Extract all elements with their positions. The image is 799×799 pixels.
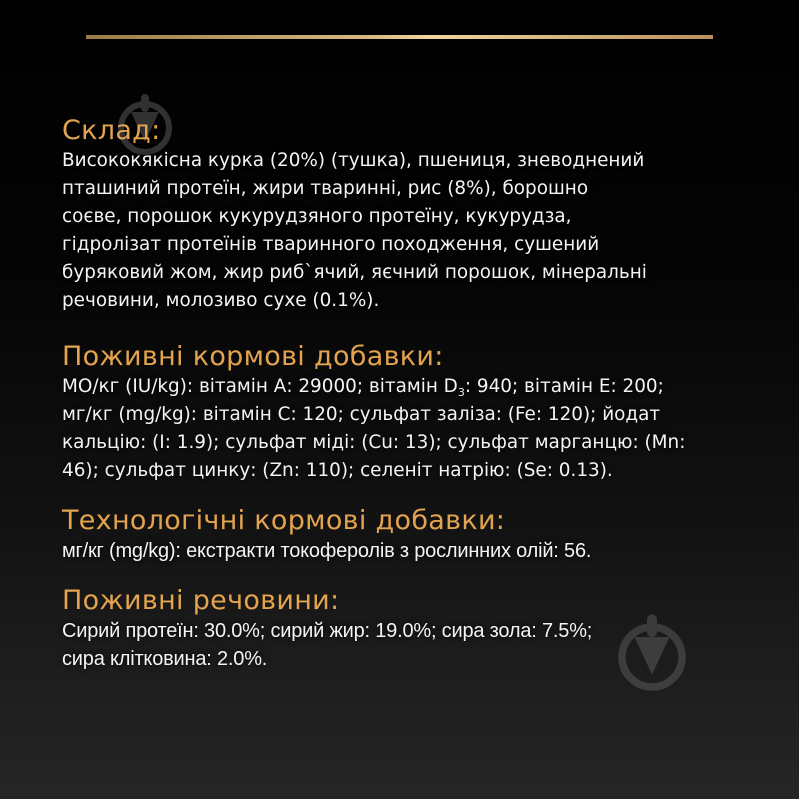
ingredients-line: буряковий жом, жир риб`ячий, яєчний порошок, мінеральні [62,262,647,283]
section-heading: Поживні кормові добавки: [62,341,444,372]
nutrients-line: сира клітковина: 2.0%. [62,648,268,670]
ingredients-line: пташиний протеїн, жири тваринні, рис (8%), борошно [62,178,589,199]
section-heading: Склад: [62,115,161,146]
ingredients-line: гідролізат протеїнів тваринного походження, сушений [62,234,600,255]
ingredients-line: речовини, молозиво сухе (0.1%). [62,290,380,311]
section-technological-additives [62,505,752,565]
section-nutrients [62,585,752,673]
tech-additives-line: мг/кг (mg/kg): екстракти токоферолів з рослинних олій: 56. [62,540,592,562]
section-heading: Поживні речовини: [62,585,340,616]
ingredients-line: Висококякісна курка (20%) (тушка), пшениця, зневоднений [62,150,645,171]
additives-line: мг/кг (mg/kg): вітамін С: 120; сульфат заліза: (Fe: 120); йодат [62,404,661,425]
additives-line: 46); сульфат цинку: (Zn: 110); селеніт натрію: (Se: 0.13). [62,460,613,481]
section-composition [62,115,752,315]
section-heading: Технологічні кормові добавки: [62,505,506,536]
decorative-gold-divider [86,35,713,39]
section-nutritional-additives [62,341,752,485]
nutrients-line: Сирий протеїн: 30.0%; сирий жир: 19.0%; сира зола: 7.5%; [62,620,593,642]
composition-content [62,115,752,693]
additives-line: кальцію: (I: 1.9); сульфат міді: (Cu: 13); сульфат марганцю: (Mn: [62,432,686,453]
ingredients-line: соєве, порошок кукурудзяного протеїну, кукурудза, [62,206,572,227]
additives-line: МО/кг (IU/kg): вітамін А: 29000; вітамін $D_3$: 940; вітамін Е: 200; [62,376,664,399]
